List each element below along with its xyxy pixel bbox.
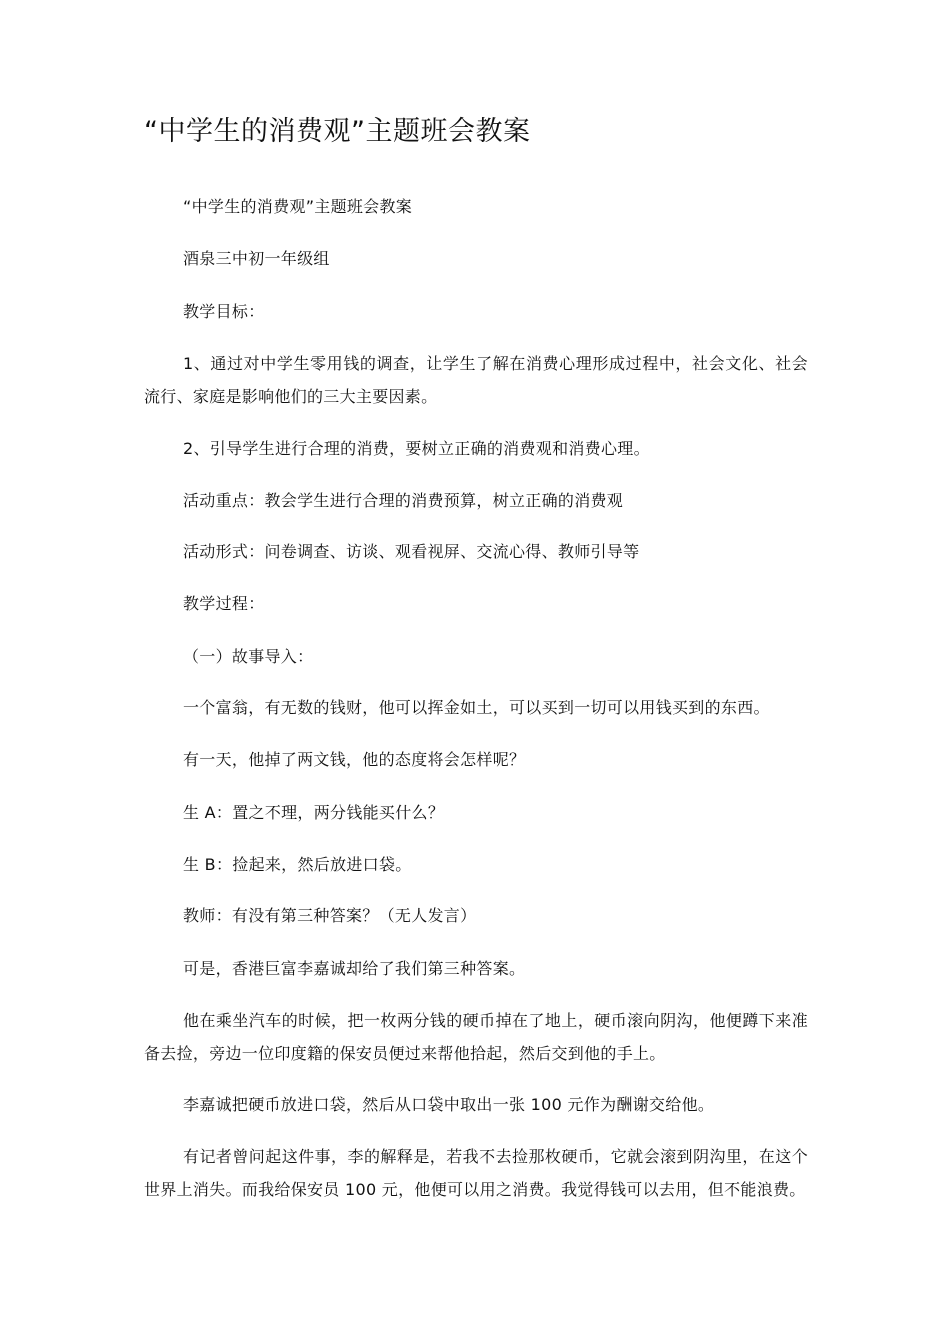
paragraph-goals-heading: 教学目标： bbox=[183, 302, 265, 321]
paragraph-student-b: 生 B：捡起来，然后放进口袋。 bbox=[183, 855, 412, 874]
paragraph-teacher: 教师：有没有第三种答案？（无人发言） bbox=[183, 906, 477, 925]
paragraph-story-2: 有一天，他掉了两文钱，他的态度将会怎样呢？ bbox=[183, 750, 526, 769]
paragraph-story-6: 有记者曾问起这件事，李的解释是，若我不去捡那枚硬币，它就会滚到阴沟里，在这个世界上消失。而我给保安员 100 元，他便可以用之消费。我觉得钱可以去用，但不能浪费。 bbox=[144, 1147, 808, 1199]
paragraph-activity-form: 活动形式：问卷调查、访谈、观看视屏、交流心得、教师引导等 bbox=[183, 542, 640, 561]
paragraph-author: 酒泉三中初一年级组 bbox=[183, 249, 330, 268]
paragraph-section-1-heading: （一）故事导入： bbox=[183, 647, 314, 666]
paragraph-story-1: 一个富翁，有无数的钱财，他可以挥金如土，可以买到一切可以用钱买到的东西。 bbox=[183, 698, 770, 717]
paragraph-story-4: 他在乘坐汽车的时候，把一枚两分钱的硬币掉在了地上，硬币滚向阴沟，他便蹲下来准备去捡，旁边一位印度籍的保安员便过来帮他拾起，然后交到他的手上。 bbox=[144, 1011, 808, 1063]
paragraph-subtitle: “中学生的消费观”主题班会教案 bbox=[183, 197, 413, 216]
paragraph-story-3: 可是，香港巨富李嘉诚却给了我们第三种答案。 bbox=[183, 959, 526, 978]
paragraph-story-5: 李嘉诚把硬币放进口袋，然后从口袋中取出一张 100 元作为酬谢交给他。 bbox=[183, 1095, 715, 1114]
paragraph-key-point: 活动重点：教会学生进行合理的消费预算，树立正确的消费观 bbox=[183, 491, 624, 510]
paragraph-goal-1: 1、通过对中学生零用钱的调查，让学生了解在消费心理形成过程中，社会文化、社会流行、家庭是影响他们的三大主要因素。 bbox=[144, 354, 808, 406]
document-title: “中学生的消费观”主题班会教案 bbox=[144, 116, 531, 147]
paragraph-process-heading: 教学过程： bbox=[183, 594, 265, 613]
paragraph-goal-2: 2、引导学生进行合理的消费，要树立正确的消费观和消费心理。 bbox=[183, 439, 650, 458]
paragraph-student-a: 生 A：置之不理，两分钱能买什么？ bbox=[183, 803, 445, 822]
